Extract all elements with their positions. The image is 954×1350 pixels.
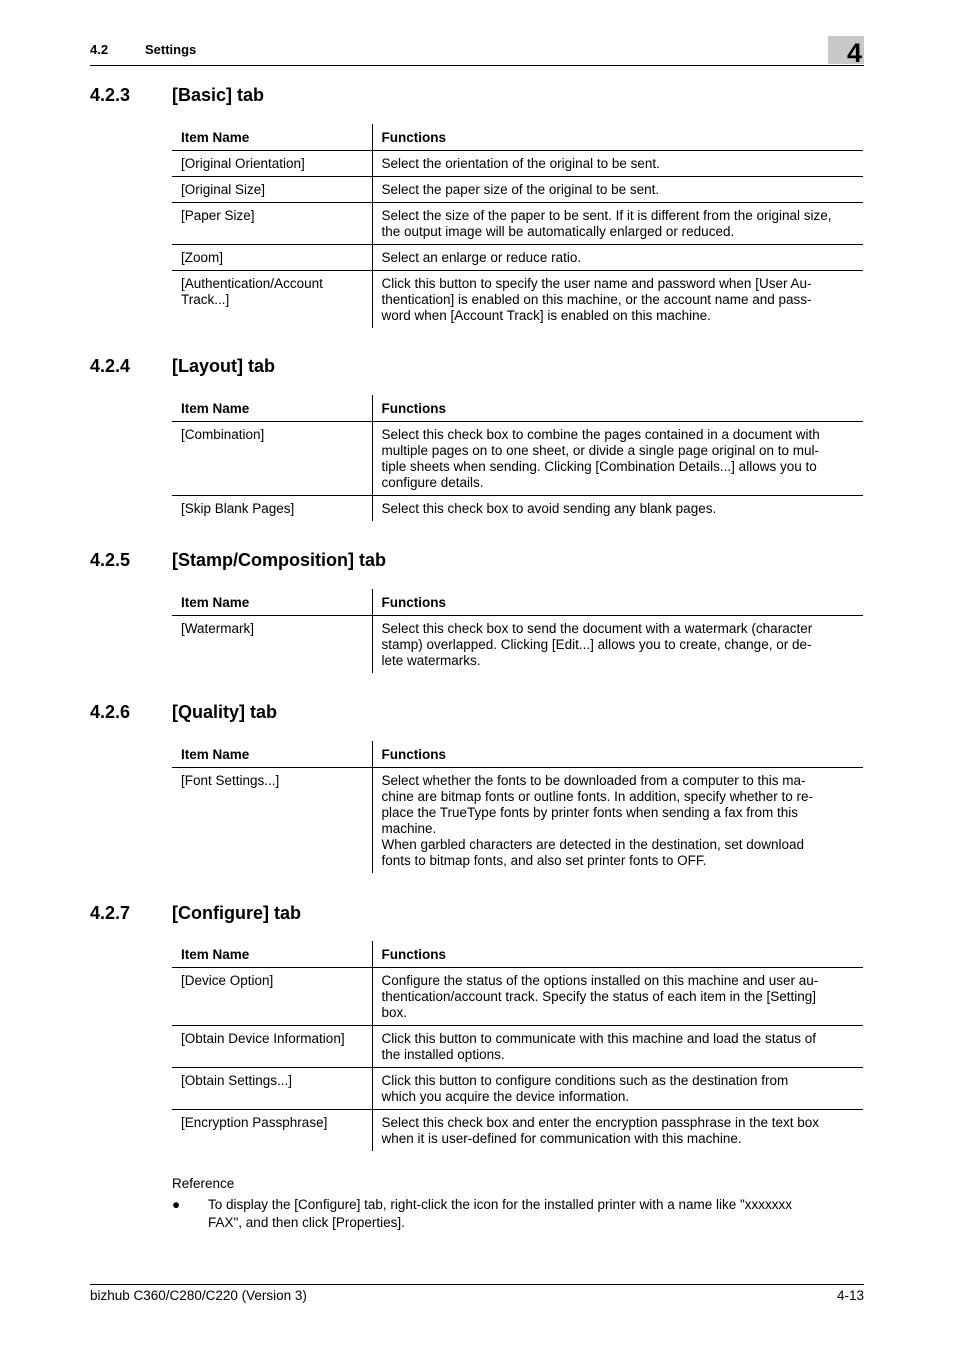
column-header-item: Item Name bbox=[172, 941, 372, 967]
section-basic-tab bbox=[90, 85, 864, 323]
table-row bbox=[172, 967, 863, 1025]
settings-table bbox=[172, 741, 863, 873]
header-section-number: 4.2 bbox=[90, 42, 109, 57]
item-name: [Obtain Settings...] bbox=[172, 1067, 372, 1109]
section-number: 4.2.6 bbox=[90, 702, 131, 722]
table-row bbox=[172, 1109, 863, 1151]
table-row bbox=[172, 1025, 863, 1067]
table-header-row bbox=[172, 941, 863, 967]
item-name: [Encryption Passphrase] bbox=[172, 1109, 372, 1151]
item-name: [Original Orientation] bbox=[172, 150, 372, 176]
section-number: 4.2.5 bbox=[90, 550, 131, 570]
section-heading bbox=[90, 702, 864, 728]
item-function: Select this check box and enter the encryption passphrase in the text box when it is user-defined for communication with this machine. bbox=[381, 1114, 820, 1146]
section-title: [Layout] tab bbox=[172, 356, 275, 376]
item-function: Select the orientation of the original to be sent. bbox=[372, 150, 863, 176]
item-function: Select this check box to avoid sending any blank pages. bbox=[381, 500, 717, 516]
item-name: [Combination] bbox=[172, 421, 372, 495]
section-title: [Quality] tab bbox=[172, 702, 278, 722]
column-header-functions: Functions bbox=[372, 395, 863, 421]
reference-label: Reference bbox=[172, 1176, 235, 1191]
footer-page-number: 4-13 bbox=[836, 1288, 864, 1303]
table-header-row bbox=[172, 589, 863, 615]
section-quality-tab bbox=[90, 702, 864, 868]
item-function: Select this check box to combine the pages contained in a document with multiple pages on to one sheet, or divide a single page original on to mul- tiple sheets when sending. Clicking [Combination Details...] allows you to configure details. bbox=[372, 421, 863, 495]
reference-text: To display the [Configure] tab, right-click the icon for the installed printer with a name like "xxxxxxx FAX", and then click [Properties]. bbox=[208, 1197, 793, 1230]
item-function: Select this check box to send the document with a watermark (character stamp) overlapped. Clicking [Edit...] allows you to create, change, or de- lete watermarks. bbox=[381, 620, 813, 668]
item-name: [Paper Size] bbox=[172, 202, 372, 244]
section-stamp-composition-tab bbox=[90, 550, 864, 668]
table-header-row bbox=[172, 395, 863, 421]
item-function: Configure the status of the options installed on this machine and user au- thentication/account track. Specify the status of each item in the [Setting] box. bbox=[372, 967, 863, 1025]
item-name: [Skip Blank Pages] bbox=[172, 495, 372, 521]
item-name: [Device Option] bbox=[172, 967, 372, 1025]
table-row bbox=[172, 421, 863, 495]
chapter-badge bbox=[828, 36, 864, 68]
table-row bbox=[172, 495, 863, 521]
item-function: Select whether the fonts to be downloaded from a computer to this ma- chine are bitmap fonts or outline fonts. In addition, specify whether to re- place the TrueType fonts by printer fonts when sending a fax from this machine. When garbled characters are detected in the destination, set download fonts to bitmap fonts, and also set printer fonts to OFF. bbox=[381, 772, 813, 868]
section-number: 4.2.7 bbox=[90, 903, 131, 923]
section-number: 4.2.4 bbox=[90, 356, 131, 376]
item-name: [Obtain Device Information] bbox=[172, 1025, 372, 1067]
column-header-functions: Functions bbox=[372, 741, 863, 767]
reference-bullet-item bbox=[172, 1196, 864, 1232]
column-header-functions: Functions bbox=[372, 941, 863, 967]
item-name: [Original Size] bbox=[172, 176, 372, 202]
section-title: [Stamp/Composition] tab bbox=[172, 550, 386, 570]
item-function: Click this button to configure conditions such as the destination from which you acquire the device information. bbox=[372, 1067, 863, 1109]
settings-table bbox=[172, 124, 863, 328]
page-footer bbox=[90, 1284, 864, 1303]
section-layout-tab bbox=[90, 356, 864, 516]
column-header-item: Item Name bbox=[172, 589, 372, 615]
column-header-item: Item Name bbox=[172, 741, 372, 767]
table-header-row bbox=[172, 741, 863, 767]
table-header-row bbox=[172, 124, 863, 150]
section-number: 4.2.3 bbox=[90, 85, 131, 105]
section-title: [Basic] tab bbox=[172, 85, 265, 105]
item-function: Select the paper size of the original to be sent. bbox=[372, 176, 863, 202]
section-configure-tab bbox=[90, 903, 864, 1146]
item-name: [Watermark] bbox=[172, 615, 372, 673]
reference-note bbox=[172, 1175, 864, 1232]
column-header-functions: Functions bbox=[372, 124, 863, 150]
item-function: Select an enlarge or reduce ratio. bbox=[372, 244, 863, 270]
settings-table bbox=[172, 589, 863, 673]
table-row bbox=[172, 1067, 863, 1109]
table-row bbox=[172, 615, 863, 673]
table-row bbox=[172, 176, 863, 202]
section-heading bbox=[90, 550, 864, 576]
item-function: Click this button to communicate with this machine and load the status of the installed options. bbox=[372, 1025, 863, 1067]
chapter-number: 4 bbox=[846, 38, 862, 68]
item-function: Click this button to specify the user name and password when [User Au- thentication] is enabled on this machine, or the account name and pass- word when [Account Track] is enabled on this machine. bbox=[381, 275, 812, 323]
item-name: [Authentication/Account Track...] bbox=[172, 270, 372, 328]
table-row bbox=[172, 767, 863, 873]
footer-product: bizhub C360/C280/C220 (Version 3) bbox=[90, 1288, 307, 1303]
item-function: Select the size of the paper to be sent. If it is different from the original size, the output image will be automatically enlarged or reduced. bbox=[372, 202, 863, 244]
section-heading bbox=[90, 356, 864, 382]
table-row bbox=[172, 150, 863, 176]
section-heading bbox=[90, 85, 864, 111]
table-row bbox=[172, 202, 863, 244]
item-name: [Zoom] bbox=[172, 244, 372, 270]
settings-table bbox=[172, 395, 863, 521]
table-row bbox=[172, 244, 863, 270]
column-header-item: Item Name bbox=[172, 124, 372, 150]
bullet-icon: ● bbox=[172, 1197, 181, 1212]
item-name: [Font Settings...] bbox=[172, 767, 372, 873]
settings-table bbox=[172, 941, 863, 1151]
section-heading bbox=[90, 903, 864, 929]
section-title: [Configure] tab bbox=[172, 903, 301, 923]
header-section-title: Settings bbox=[145, 42, 197, 57]
column-header-functions: Functions bbox=[372, 589, 863, 615]
table-row bbox=[172, 270, 863, 328]
running-header bbox=[90, 40, 864, 66]
column-header-item: Item Name bbox=[172, 395, 372, 421]
